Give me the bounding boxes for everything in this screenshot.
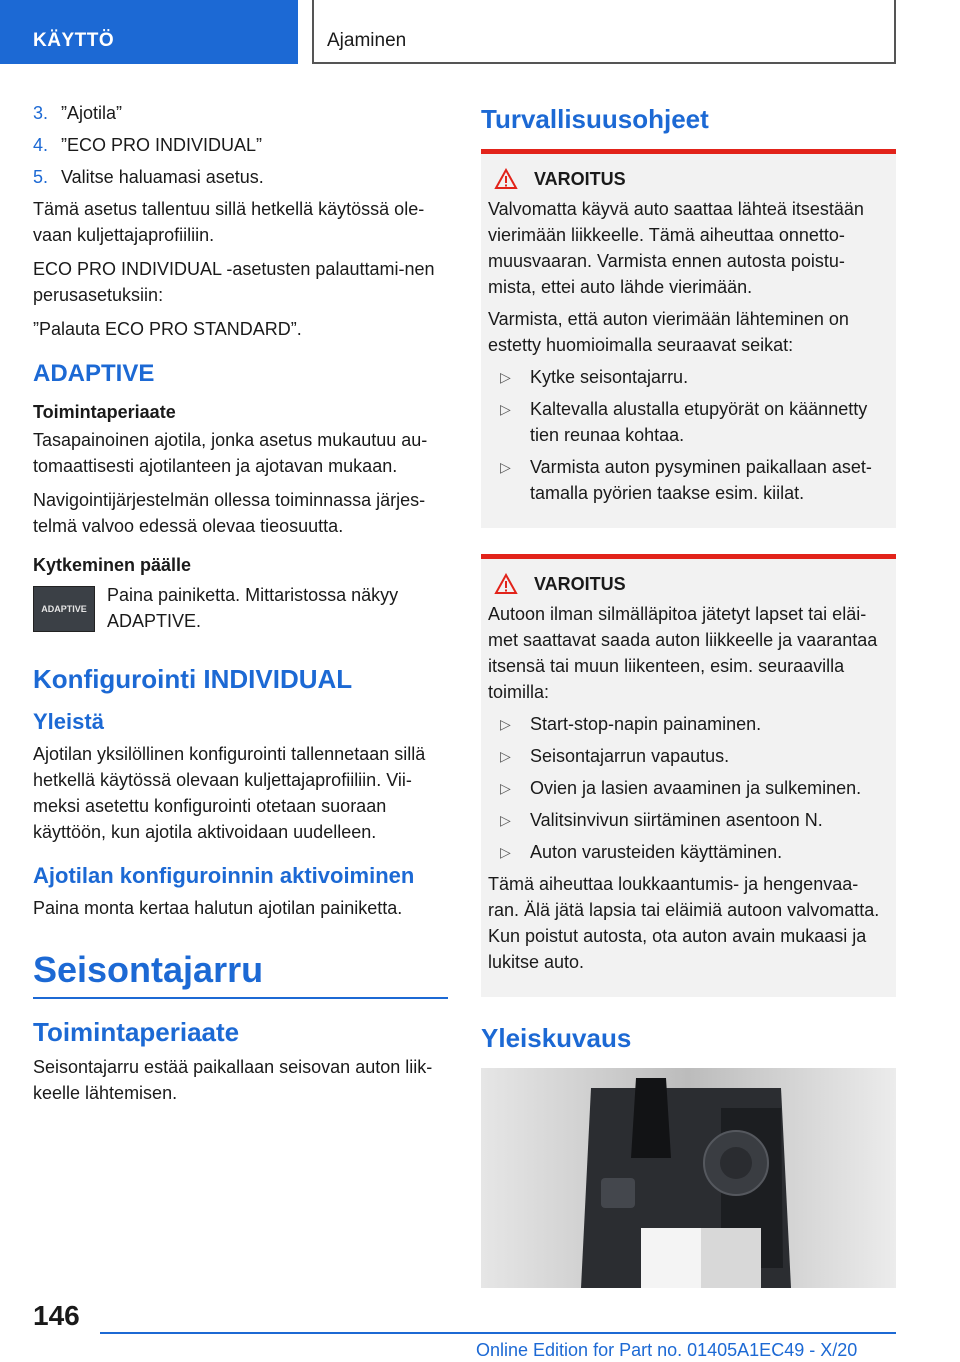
list-item — [33, 164, 448, 190]
activation-heading: Ajotilan konfiguroinnin aktivoiminen — [33, 863, 415, 888]
warning-title — [494, 168, 889, 190]
warning-text: Valvomatta käyvä auto saattaa lähteä itsestään vierimään liikkeelle. Tämä aiheuttaa onnetto-muusvaaran. Varmista ennen autosta poistu-mista, ettei auto lähde vierimään. — [488, 199, 864, 297]
general-heading: Yleistä — [33, 709, 104, 734]
bullet-triangle-icon: ▷ — [500, 844, 511, 860]
footer-divider — [100, 1332, 896, 1334]
bullet-text: Start-stop-napin painaminen. — [530, 714, 762, 734]
bullet-item — [500, 711, 889, 737]
bullet-text: Ovien ja lasien avaaminen ja sulkeminen. — [530, 778, 862, 798]
list-text: ”ECO PRO INDIVIDUAL” — [61, 135, 263, 155]
bullet-text: Auton varusteiden käyttäminen. — [530, 842, 783, 862]
bullet-item — [500, 775, 889, 801]
button-instruction: Paina painiketta. Mittaristossa näkyy ADAPTIVE. — [107, 585, 399, 631]
paragraph: Paina monta kertaa halutun ajotilan painiketta. — [33, 898, 403, 918]
paragraph: ECO PRO INDIVIDUAL -asetusten palauttami-nen perusasetuksiin: — [33, 259, 435, 305]
bullet-item — [500, 454, 889, 506]
warning-label: VAROITUS — [534, 168, 626, 189]
adaptive-button-icon: ADAPTIVE — [33, 586, 95, 632]
warning-triangle-icon — [494, 573, 518, 595]
page-number: 146 — [33, 1300, 80, 1331]
bullet-triangle-icon: ▷ — [500, 716, 511, 732]
paragraph: Navigointijärjestelmän ollessa toiminnassa järjes-telmä valvoo edessä olevaa tieosuutta. — [33, 490, 426, 536]
warning-text: Autoon ilman silmälläpitoa jätetyt lapset tai eläi-met saattavat saada auton liikkeelle ja vaarantaa itsensä tai muun liikenteen, esim. seuraavilla toimilla: — [488, 604, 878, 702]
bullet-triangle-icon: ▷ — [500, 459, 511, 475]
paragraph: Ajotilan yksilöllinen konfigurointi tallennetaan sillä hetkellä käytössä olevaan kuljettajaprofiiliin. Vii-meksi asetettu konfigurointi otetaan suoraan käyttöön, kun ajotila aktivoidaan uudelleen. — [33, 744, 426, 842]
paragraph: Tämä asetus tallentuu sillä hetkellä käytössä ole-vaan kuljettajaprofiiliin. — [33, 199, 425, 245]
list-number: 5. — [33, 167, 49, 187]
list-text: ”Ajotila” — [61, 103, 123, 123]
chapter-heading: Seisontajarru — [33, 949, 448, 999]
adaptive-heading: ADAPTIVE — [33, 360, 155, 387]
bullet-triangle-icon: ▷ — [500, 401, 511, 417]
bullet-item — [500, 743, 889, 769]
list-text: Valitse haluamasi asetus. — [61, 167, 264, 187]
right-column — [481, 100, 896, 1288]
adaptive-button-row — [33, 582, 448, 634]
warning-text: Tämä aiheuttaa loukkaantumis- ja hengenvaa-ran. Älä jätä lapsia tai eläimiä autoon valvomatta. Kun poistut autosta, ota auton avain mukaasi ja lukitse auto. — [488, 874, 880, 972]
bullet-item — [500, 807, 889, 833]
paragraph: Seisontajarru estää paikallaan seisovan auton liik-keelle lähtemisen. — [33, 1057, 433, 1103]
principle-subheading: Toimintaperiaate — [33, 402, 176, 422]
section-tab: KÄYTTÖ — [0, 0, 298, 64]
warning-box — [481, 149, 896, 528]
config-heading: Konfigurointi INDIVIDUAL — [33, 664, 353, 694]
overview-heading: Yleiskuvaus — [481, 1023, 632, 1053]
principle-heading: Toimintaperiaate — [33, 1017, 240, 1047]
bullet-triangle-icon: ▷ — [500, 748, 511, 764]
bullet-text: Kytke seisontajarru. — [530, 367, 689, 387]
bullet-text: Valitsinvivun siirtäminen asentoon N. — [530, 810, 823, 830]
bullet-item — [500, 364, 889, 390]
warning-title — [494, 573, 889, 595]
switch-on-subheading: Kytkeminen päälle — [33, 555, 192, 575]
paragraph: Tasapainoinen ajotila, jonka asetus mukautuu au-tomaattisesti ajotilanteen ja ajotavan mukaan. — [33, 430, 428, 476]
bullet-text: Kaltevalla alustalla etupyörät on käännetty tien reunaa kohtaa. — [530, 399, 868, 445]
safety-heading: Turvallisuusohjeet — [481, 104, 709, 134]
bullet-triangle-icon: ▷ — [500, 780, 511, 796]
warning-text: Varmista, että auton vierimään lähteminen on estetty huomioimalla seuraavat seikat: — [488, 309, 849, 355]
warning-box — [481, 554, 896, 997]
warning-label: VAROITUS — [534, 573, 626, 594]
bullet-text: Varmista auton pysyminen paikallaan aset-tamalla pyörien taakse esim. kiilat. — [530, 457, 872, 503]
warning-triangle-icon — [494, 168, 518, 190]
list-number: 3. — [33, 103, 49, 123]
bullet-triangle-icon: ▷ — [500, 812, 511, 828]
paragraph: ”Palauta ECO PRO STANDARD”. — [33, 319, 302, 339]
left-column — [33, 100, 448, 1114]
bullet-item — [500, 396, 889, 448]
bullet-text: Seisontajarrun vapautus. — [530, 746, 730, 766]
bullet-item — [500, 839, 889, 865]
center-console-photo — [481, 1068, 896, 1288]
footer-edition: Online Edition for Part no. 01405A1EC49 - X/20 — [476, 1340, 858, 1360]
list-number: 4. — [33, 135, 49, 155]
bullet-triangle-icon: ▷ — [500, 369, 511, 385]
center-console-illustration — [481, 1068, 896, 1288]
chapter-title-box: Ajaminen — [312, 0, 896, 64]
list-item — [33, 100, 448, 126]
list-item — [33, 132, 448, 158]
